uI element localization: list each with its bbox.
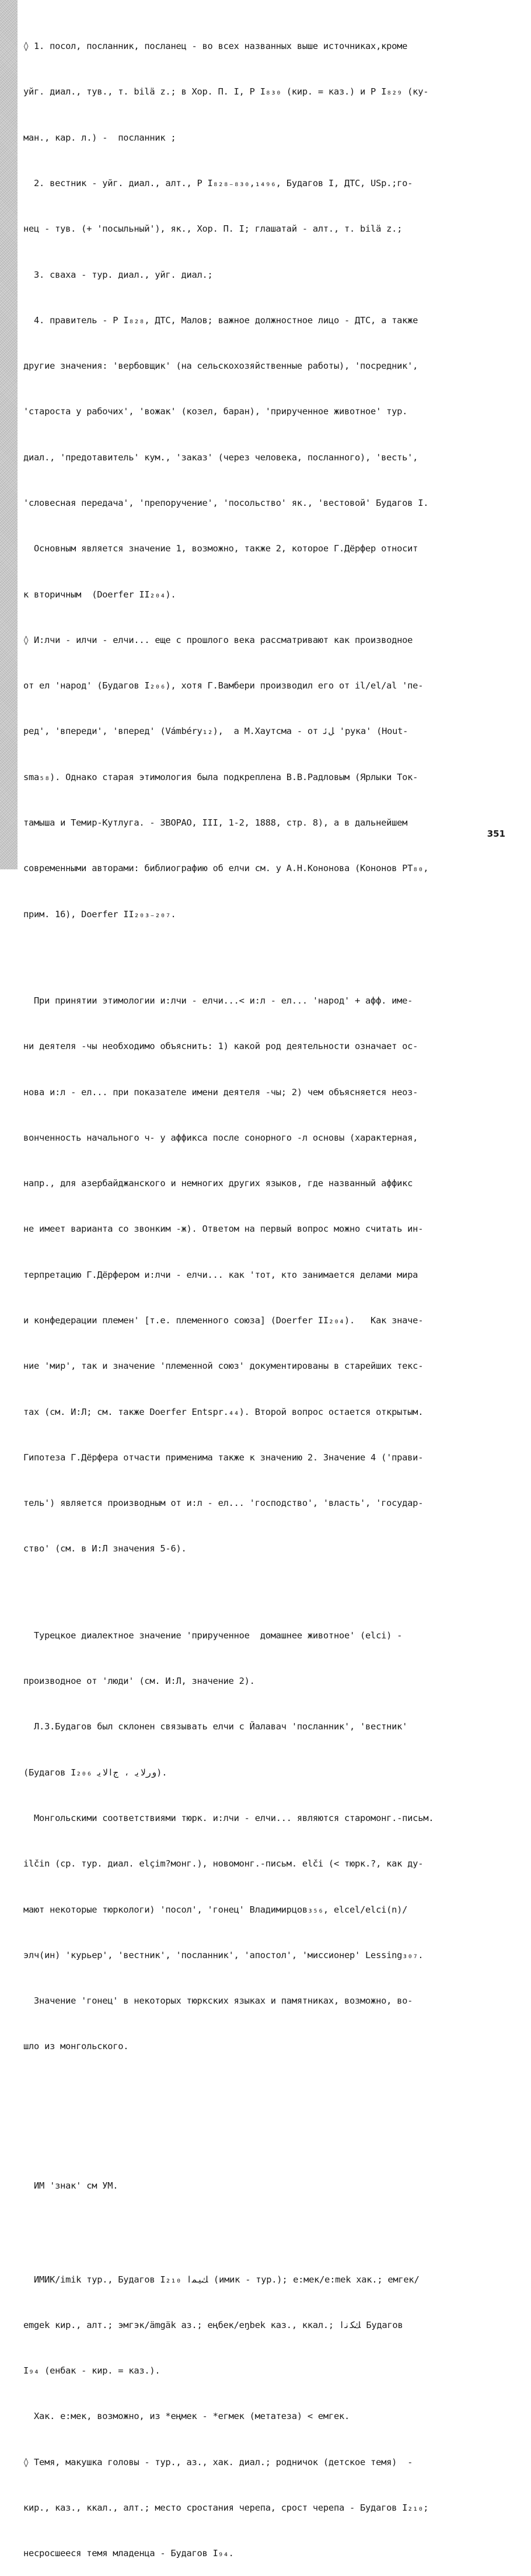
text-line: emgek кир., алт.; эмгэк/ämgäk аз.; еңбек/eŋbek каз., ккал.; ﻚﻜﻧﺍ Будагов bbox=[23, 2319, 403, 2330]
text-line: диал., 'предотавитель' кум., 'заказ' (через человека, посланного), 'весть', bbox=[23, 452, 418, 463]
text-line: напр., для азербайджанского и немногих других языков, где названный аффикс bbox=[23, 1178, 413, 1189]
text-line: не имеет варианта со звонким -ж). Ответом на первый вопрос можно считать ин- bbox=[23, 1224, 424, 1235]
scan-edge-shadow bbox=[0, 0, 18, 869]
text-line: ние 'мир', так и значение 'племенной союз' документированы в старейших текс- bbox=[23, 1361, 424, 1372]
text-line: ИМИК/imik тур., Будагов I₂₁₀ ﻚﻴﻤﺍ (имик - тур.); е:мек/e:mek хак.; емгек/ bbox=[23, 2274, 420, 2285]
text-line: несросшееся темя младенца - Будагов I₉₄. bbox=[23, 2548, 234, 2559]
text-line: к вторичным (Doerfer II₂₀₄). bbox=[23, 589, 176, 600]
text-line: I₉₄ (енбак - кир. = каз.). bbox=[23, 2365, 160, 2376]
text-line: Хак. е:мек, возможно, из *еңмек - *егмек (метатеза) < емгек. bbox=[23, 2411, 350, 2422]
text-line: нова и:л - ел... при показателе имени деятеля -чы; 2) чем объясняется неоз- bbox=[23, 1086, 418, 1097]
text-line: ство' (см. в И:Л значения 5-6). bbox=[23, 1543, 187, 1554]
text-line: тель') является производным от и:л - ел... 'господство', 'власть', 'государ- bbox=[23, 1498, 424, 1509]
paragraph-gap bbox=[23, 952, 519, 963]
text-line: 2. вестник - уйг. диал., алт., Р I₈₂₈₋₈₃₀,₁₄₉₆, Будагов I, ДТС, USp.;го- bbox=[23, 178, 413, 189]
text-line: кир., каз., ккал., алт.; место сростания черепа, срост черепа - Будагов I₂₁₀; bbox=[23, 2502, 429, 2513]
paragraph-gap bbox=[23, 2224, 519, 2241]
text-line: ilčin (ср. тур. диал. elçim?монг.), новомонг.-письм. elči (< тюрк.?, как ду- bbox=[23, 1858, 424, 1869]
paragraph-gap bbox=[23, 2130, 519, 2148]
text-line: элч(ин) 'курьер', 'вестник', 'посланник', 'апостол', 'миссионер' Lessing₃₀₇. bbox=[23, 1949, 424, 1960]
text-line: тах (см. И:Л; см. также Doerfer Entspr.₄₄). Второй вопрос остается открытым. bbox=[23, 1406, 424, 1417]
text-line: вонченность начального ч- у аффикса после сонорного -л основы (характерная, bbox=[23, 1132, 418, 1143]
text-line: тамыша и Темир-Кутлуга. - ЗВОРАО, III, 1-2, 1888, стр. 8), а в дальнейшем bbox=[23, 817, 408, 828]
paragraph-gap bbox=[23, 1587, 519, 1598]
text-line: мают некоторые тюркологи) 'посол', 'гонец' Владимирцов₃₅₆, elcel/elci(n)/ bbox=[23, 1904, 408, 1915]
text-line: другие значения: 'вербовщик' (на сельскохозяйственные работы), 'посредник', bbox=[23, 361, 418, 372]
text-line: ◊ Темя, макушка головы - тур., аз., хак. диал.; родничок (детское темя) - bbox=[23, 2456, 413, 2467]
text-line bbox=[23, 2085, 519, 2100]
text-line: современными авторами: библиографию об елчи см. у А.Н.Кононова (Кононов РТ₈₀, bbox=[23, 863, 429, 874]
text-line: шло из монгольского. bbox=[23, 2041, 129, 2052]
text-line: (Будагов I₂₀₆ ﻭﺭﻻﻳ ، ﺝﺍﻻﻳ). bbox=[23, 1767, 167, 1778]
document-page bbox=[23, 8, 519, 2576]
text-line: Монгольскими соответствиями тюрк. и:лчи - елчи... являются старомонг.-письм. bbox=[23, 1812, 434, 1823]
text-line: ни деятеля -чы необходимо объяснить: 1) какой род деятельности означает ос- bbox=[23, 1041, 418, 1052]
text-line: ман., кар. л.) - посланник ; bbox=[23, 132, 176, 143]
text-line: sma₅₈). Однако старая этимология была подкреплена В.В.Радловым (Ярлыки Ток- bbox=[23, 771, 418, 782]
text-line: Л.З.Будагов был склонен связывать елчи с Йалавач 'посланник', 'вестник' bbox=[23, 1721, 408, 1732]
text-line: 3. сваха - тур. диал., уйг. диал.; bbox=[23, 269, 213, 280]
text-line: При принятии этимологии и:лчи - елчи...< и:л - ел... 'народ' + афф. име- bbox=[23, 995, 413, 1006]
text-line: от ел 'народ' (Будагов I₂₀₆), хотя Г.Вамбери производил его от il/el/al 'пе- bbox=[23, 680, 424, 691]
text-line: Гипотеза Г.Дёрфера отчасти применима также к значению 2. Значение 4 ('прави- bbox=[23, 1452, 424, 1463]
page-number: 351 bbox=[487, 829, 505, 839]
text-line: терпретацию Г.Дёрфером и:лчи - елчи... как 'тот, кто занимается делами мира bbox=[23, 1269, 418, 1280]
text-line: прим. 16), Doerfer II₂₀₃₋₂₀₇. bbox=[23, 908, 176, 920]
text-line: Турецкое диалектное значение 'прирученное домашнее животное' (elci) - bbox=[23, 1630, 403, 1641]
text-line: производное от 'люди' (см. И:Л, значение 2). bbox=[23, 1676, 255, 1687]
text-line: и конфедерации племен' [т.е. племенного союза] (Doerfer II₂₀₄). Как значе- bbox=[23, 1315, 424, 1326]
text-line: Значение 'гонец' в некоторых тюркских языках и памятниках, возможно, во- bbox=[23, 1995, 413, 2007]
text-line: 4. правитель - Р I₈₂₈, ДТС, Малов; важное должностное лицо - ДТС, а также bbox=[23, 314, 418, 326]
text-line: Основным является значение 1, возможно, также 2, которое Г.Дёрфер относит bbox=[23, 543, 418, 554]
text-line: нец - тув. (+ 'посыльный'), як., Хор. П. I; глашатай - алт., т. bilä z.; bbox=[23, 223, 403, 235]
text-line: ред', 'впереди', 'вперед' (Vámbéry₁₂), а М.Хаутсма - от ﻞﺋ 'рука' (Hout- bbox=[23, 726, 408, 737]
text-line: ИМ 'знак' см УМ. bbox=[23, 2180, 118, 2191]
text-line: уйг. диал., тув., т. bilä z.; в Хор. П. I, Р I₈₃₀ (кир. = каз.) и Р I₈₂₉ (ку- bbox=[23, 86, 429, 97]
text-line: 'словесная передача', 'препоручение', 'посольство' як., 'вестовой' Будагов I. bbox=[23, 498, 429, 508]
text-line: ◊ И:лчи - илчи - елчи... еще с прошлого века рассматривают как производное bbox=[23, 634, 413, 645]
text-line: ◊ 1. посол, посланник, посланец - во всех названных выше источниках,кроме bbox=[23, 41, 408, 52]
text-line: 'староста у рабочих', 'вожак' (козел, баран), 'прирученное животное' тур. bbox=[23, 406, 408, 417]
